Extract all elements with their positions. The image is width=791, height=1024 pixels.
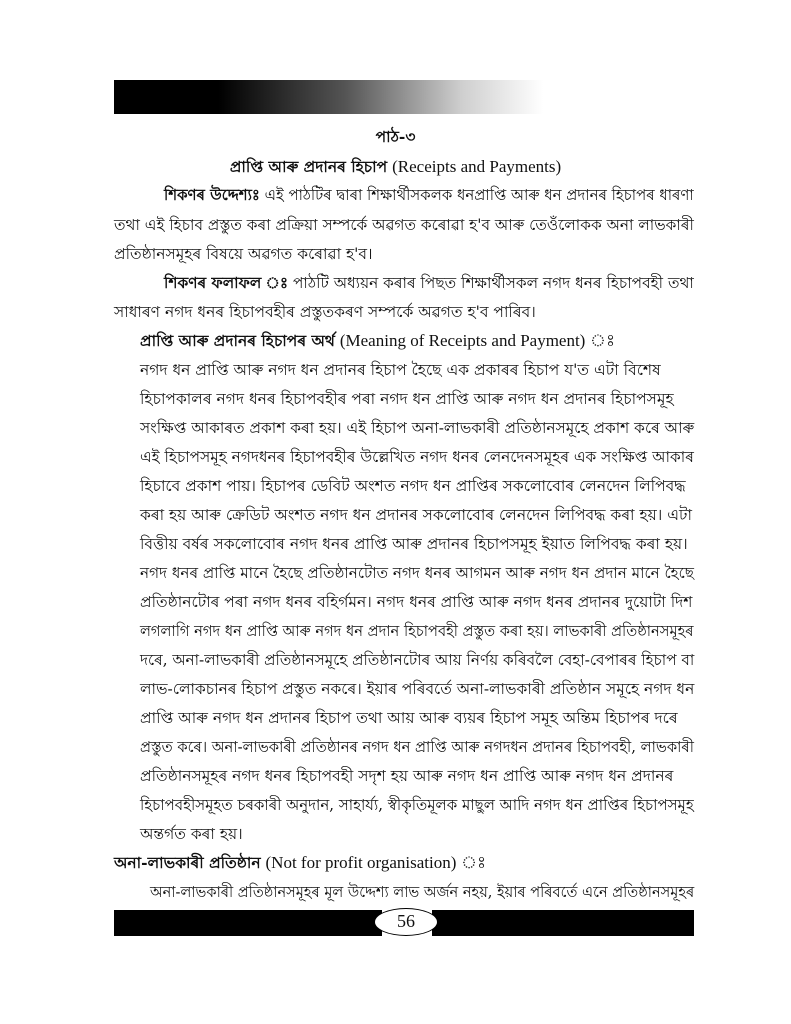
meaning-line: হিচাপবহীসমূহত চৰকাৰী অনুদান, সাহাৰ্য্য, স্বীকৃতিমূলক মাছুল আদি নগদ ধন প্ৰাপ্তিৰ হিচাপসমূহ (140, 796, 694, 814)
nonprofit-heading (114, 852, 486, 874)
objectives-line-3: প্ৰতিষ্ঠানসমূহৰ বিষয়ে অৱগত কৰোৱা হ'ব। (114, 245, 373, 263)
nonprofit-heading-bn: অনা-লাভকাৰী প্ৰতিষ্ঠান (114, 853, 261, 872)
meaning-line: প্ৰাপ্তি আৰু নগদ ধন প্ৰদানৰ হিচাপ তথা আয় আৰু ব্যয়ৰ হিচাপ সমূহ অন্তিম হিচাপৰ দৰে (140, 709, 678, 727)
nonprofit-line: অনা-লাভকাৰী প্ৰতিষ্ঠানসমূহৰ মূল উদ্দেশ্য লাভ অৰ্জন নহয়, ইয়াৰ পৰিবৰ্তে এনে প্ৰতিষ্ঠানসমূহৰ (150, 883, 695, 901)
meaning-line: কৰা হয় আৰু ক্ৰেডিট অংশত নগদ ধন প্ৰদানৰ সকলোবোৰ লেনদেন লিপিবদ্ধ কৰা হয়। এটা (140, 506, 692, 524)
nonprofit-heading-en: (Not for profit organisation) ঃ (265, 853, 487, 872)
page-title (0, 156, 791, 178)
meaning-line: এই হিচাপসমূহ নগদধনৰ হিচাপবহীৰ উল্লেখিত নগদ ধনৰ লেনদেনসমূহৰ এক সংক্ষিপ্ত আকাৰ (140, 448, 694, 466)
meaning-heading-bn: প্ৰাপ্তি আৰু প্ৰদানৰ হিচাপৰ অৰ্থ (140, 331, 335, 350)
meaning-line: নগদ ধন প্ৰাপ্তি আৰু নগদ ধন প্ৰদানৰ হিচাপ হৈছে এক প্ৰকাৰৰ হিচাপ য'ত এটা বিশেষ (140, 361, 661, 379)
meaning-line: প্ৰতিষ্ঠানটোৰ পৰা নগদ ধনৰ বহিৰ্গমন। নগদ ধনৰ প্ৰাপ্তি আৰু নগদ ধনৰ প্ৰদানৰ দুয়োটা দিশ (140, 593, 693, 611)
title-en: (Receipts and Payments) (392, 157, 562, 176)
meaning-heading-en: (Meaning of Receipts and Payment) ঃ (339, 331, 616, 350)
footer-band-left (114, 910, 382, 936)
meaning-line: অন্তৰ্গত কৰা হয়। (140, 825, 243, 843)
meaning-line: সংক্ষিপ্ত আকাৰত প্ৰকাশ কৰা হয়। এই হিচাপ অনা-লাভকাৰী প্ৰতিষ্ঠানসমূহে প্ৰকাশ কৰে আৰু (140, 419, 695, 437)
meaning-line: লাভ-লোকচানৰ হিচাপ প্ৰস্তুত নকৰে। ইয়াৰ পৰিবৰ্তে অনা-লাভকাৰী প্ৰতিষ্ঠান সমূহে নগদ ধন (140, 680, 695, 698)
title-bn: প্ৰাপ্তি আৰু প্ৰদানৰ হিচাপ (229, 157, 388, 176)
header-band (114, 80, 694, 114)
objectives-line-2: তথা এই হিচাব প্ৰস্তুত কৰা প্ৰক্ৰিয়া সম্পৰ্কে অৱগত কৰোৱা হ'ব আৰু তেওঁলোকক অনা লাভকাৰী (114, 216, 694, 234)
meaning-line: প্ৰতিষ্ঠানসমূহৰ নগদ ধনৰ হিচাপবহী সদৃশ হয় আৰু নগদ ধন প্ৰাপ্তি আৰু নগদ ধন প্ৰদানৰ (140, 767, 674, 785)
meaning-line: দৰে, অনা-লাভকাৰী প্ৰতিষ্ঠানসমূহে প্ৰতিষ্ঠানটোৰ আয় নিৰ্ণয় কৰিবলৈ বেহা-বেপাৰৰ হিচাপ বা (140, 651, 695, 669)
meaning-line: হিচাবে প্ৰকাশ পায়। হিচাপৰ ডেবিট অংশত নগদ ধন প্ৰাপ্তিৰ সকলোবোৰ লেনদেন লিপিবদ্ধ (140, 477, 686, 495)
objectives-label: শিকণৰ উদ্দেশ্যঃ (164, 185, 260, 204)
outcomes-text-1: পাঠটি অধ্যয়ন কৰাৰ পিছত শিক্ষাৰ্থীসকল নগদ ধনৰ হিচাপবহী তথা (292, 274, 694, 292)
outcomes-label: শিকণৰ ফলাফল ঃ (164, 273, 289, 292)
outcomes-line-2: সাধাৰণ নগদ ধনৰ হিচাপবহীৰ প্ৰস্তুতকৰণ সম্পৰ্কে অৱগত হ'ব পাৰিব। (114, 303, 536, 321)
meaning-line: বিত্তীয় বৰ্ষৰ সকলোবোৰ নগদ ধনৰ প্ৰাপ্তি আৰু প্ৰদানৰ হিচাপসমূহ ইয়াত লিপিবদ্ধ কৰা হয়। (140, 535, 688, 553)
meaning-line: লগলাগি নগদ ধন প্ৰাপ্তি আৰু নগদ ধন প্ৰদান হিচাপবহী প্ৰস্তুত কৰা হয়। লাভকাৰী প্ৰতিষ্ঠানসমূহৰ (140, 622, 694, 640)
meaning-line: প্ৰস্তুত কৰে। অনা-লাভকাৰী প্ৰতিষ্ঠানৰ নগদ ধন প্ৰাপ্তি আৰু নগদধন প্ৰদানৰ হিচাপবহী, লাভকাৰী (140, 738, 694, 756)
outcomes-line-1 (164, 272, 694, 294)
objectives-line-1 (164, 184, 694, 206)
page-number: 56 (374, 908, 438, 936)
chapter-label: পাঠ-৩ (375, 127, 416, 146)
meaning-line: হিচাপকালৰ নগদ ধনৰ হিচাপবহীৰ পৰা নগদ ধন প্ৰাপ্তি আৰু নগদ ধন প্ৰদানৰ হিচাপসমূহ (140, 390, 674, 408)
footer-band-right (432, 910, 694, 936)
meaning-heading (140, 330, 615, 352)
meaning-line: নগদ ধনৰ প্ৰাপ্তি মানে হৈছে প্ৰতিষ্ঠানটোত নগদ ধনৰ আগমন আৰু নগদ ধন প্ৰদান মানে হৈছে (140, 564, 694, 582)
objectives-text-1: এই পাঠটিৰ দ্বাৰা শিক্ষাৰ্থীসকলক ধনপ্ৰাপ্তি আৰু ধন প্ৰদানৰ হিচাপৰ ধাৰণা (264, 186, 694, 204)
